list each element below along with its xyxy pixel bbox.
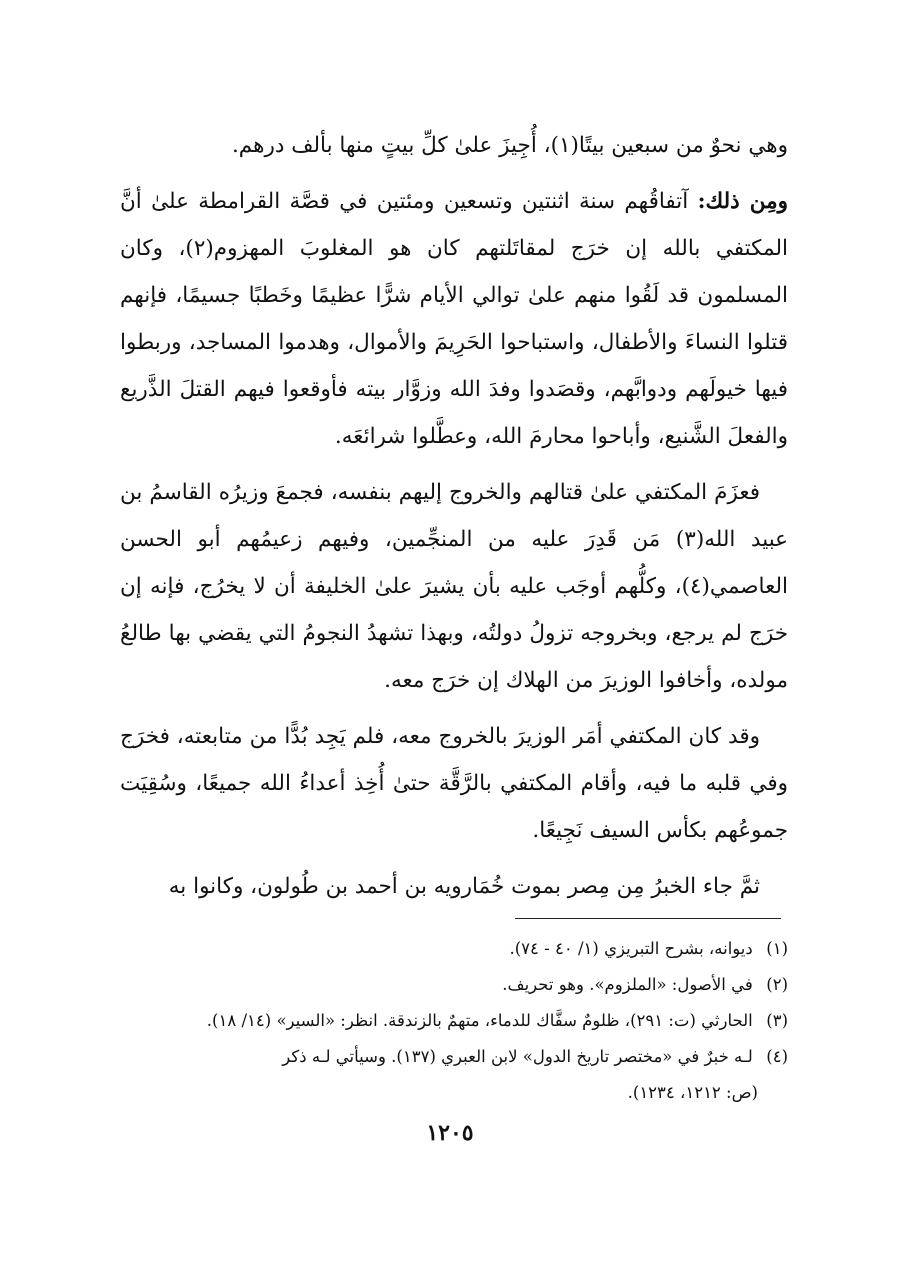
paragraph-2-text: آتفاقُهم سنة اثنتين وتسعين ومئتين في قصَّة القرامطة علىٰ أنَّ المكتفي بالله إن خرَج لمقاتَلتهم كان هو المغلوبَ المهزوم(٢)، وكان المسلمون قد لَقُوا منهم علىٰ توالي الأيام شرًّا عظيمًا وخَطبًا جسيمًا، فإنهم قتلوا النساءَ والأطفال، واستباحوا الحَرِيمَ والأموال، وهدموا المساجد، وربطوا فيها خيولَهم ودوابَّهم، وقصَدوا وفدَ الله وزوَّار بيته فأوقعوا فيهم القتلَ الذَّريع والفعلَ الشَّنيع، وأباحوا محارمَ الله، وعطَّلوا شرائعَه. xyxy=(120,189,788,449)
paragraph-4: وقد كان المكتفي أمَر الوزيرَ بالخروج معه، فلم يَجِد بُدًّا من متابعته، فخرَج وفي قلبه ما فيه، وأقام المكتفي بالرَّقَّة حتىٰ أُخِذ أعداءُ الله جميعًا، وسُقِيَت جموعُهم بكأس السيف نَجِيعًا. xyxy=(120,724,788,843)
footnote-4-continuation: (ص: ١٢١٢، ١٢٣٤). xyxy=(627,1083,758,1102)
footnotes xyxy=(120,931,788,1111)
paragraph-1: وهي نحوٌ من سبعين بيتًا(١)، أُجِيزَ علىٰ كلِّ بيتٍ منها بألف درهم. xyxy=(231,133,788,158)
paragraph-5: ثمَّ جاء الخبرُ مِن مِصر بموت خُمَارويه بن أحمد بن طُولون، وكانوا به xyxy=(168,874,760,899)
footnote-number: (١) xyxy=(766,939,788,958)
paragraph-2-lead: ومِن ذلك: xyxy=(697,189,788,214)
footnote-text: لـه خبرٌ في «مختصر تاريخ الدول» لابن العبري (١٣٧). وسيأتي لـه ذكر xyxy=(282,1047,753,1066)
footnote-4 xyxy=(120,1039,788,1075)
footnote-separator xyxy=(515,918,781,919)
paragraph-3: فعزَمَ المكتفي علىٰ قتالهم والخروج إليهم بنفسه، فجمعَ وزيرُه القاسمُ بن عبيد الله(٣) مَن قَدِرَ عليه من المنجِّمين، وفيهم زعيمُهم أبو الحسن العاصمي(٤)، وكلُّهم أوجَب عليه بأن يشيرَ علىٰ الخليفة أن لا يخرُج، فإنه إن خرَج لم يرجع، وبخروجه تزولُ دولتُه، وبهذا تشهدُ النجومُ التي يقضي بها طالعُ مولده، وأخافوا الوزيرَ من الهلاك إن خرَج معه. xyxy=(120,480,789,693)
main-text xyxy=(120,122,788,919)
paragraph-2 xyxy=(120,178,788,460)
footnote-1 xyxy=(120,931,788,967)
footnote-number: (٢) xyxy=(766,975,788,994)
footnote-number: (٤) xyxy=(766,1047,788,1066)
footnote-text: في الأصول: «الملزوم». وهو تحريف. xyxy=(502,975,753,994)
footnote-2 xyxy=(120,967,788,1003)
footnote-number: (٣) xyxy=(766,1011,788,1030)
footnote-text: الحارثي (ت: ٢٩١)، ظلومٌ سفَّاك للدماء، متهمٌ بالزندقة. انظر: «السير» (١٤/ ١٨). xyxy=(206,1011,753,1030)
page-number: ١٢٠٥ xyxy=(426,1120,474,1146)
footnote-3 xyxy=(120,1003,788,1039)
footnote-text: ديوانه، بشرح التبريزي (١/ ٤٠ - ٧٤). xyxy=(509,939,753,958)
